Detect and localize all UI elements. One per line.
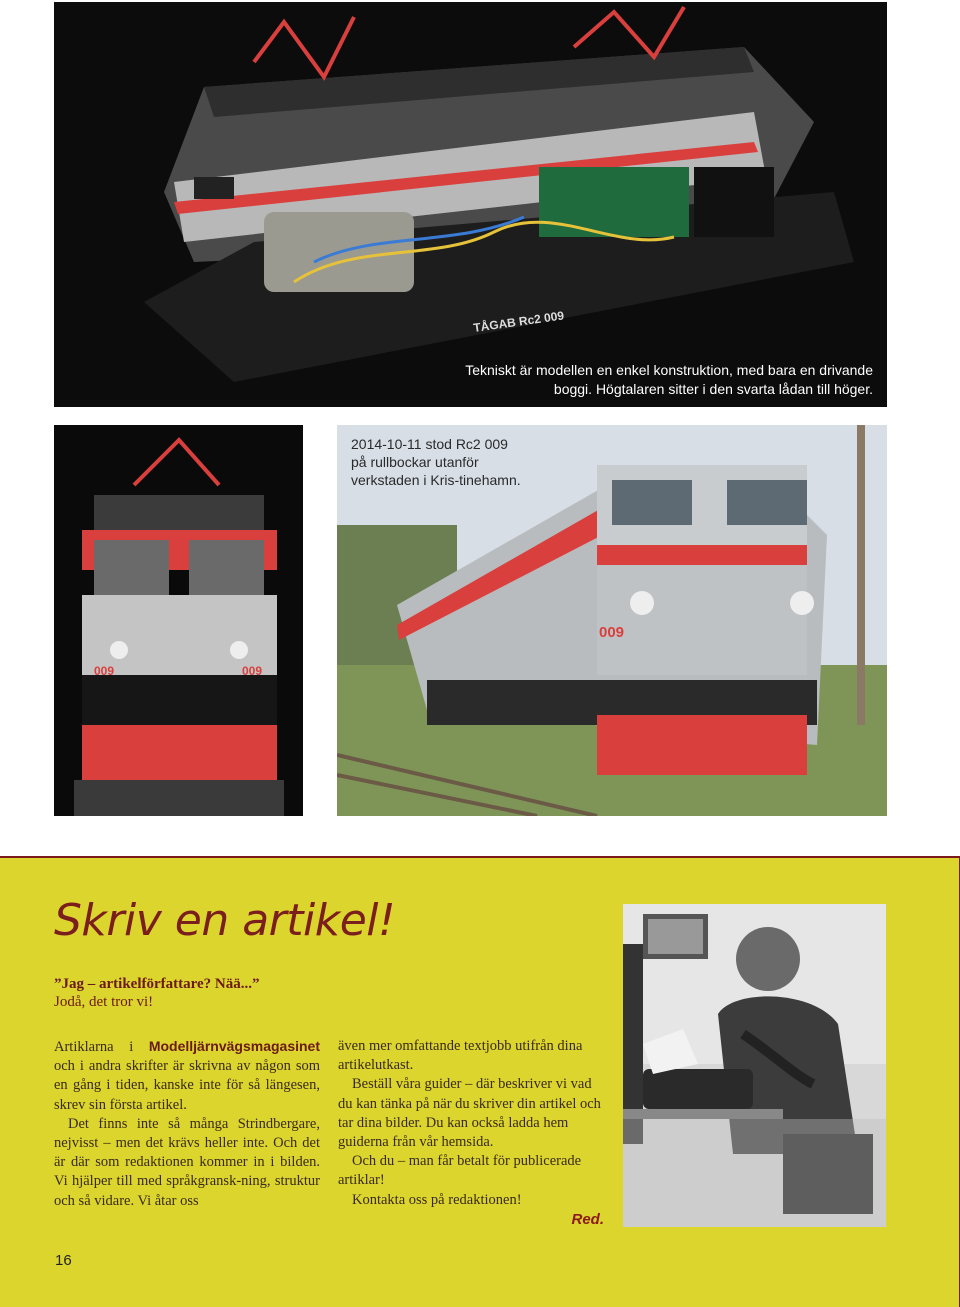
magazine-name: Modelljärnvägsmagasinet: [148, 1038, 320, 1054]
paragraph: Det finns inte så många Strindbergare, nejvisst – men det krävs heller inte. Och det är där som redaktionen kommer in i bilden. Vi hjälper till med språkgransk-ning, struktur och så vidare. Vi åtar oss: [54, 1115, 320, 1209]
article-column-1: [54, 1037, 320, 1211]
photo-caption: 2014-10-11 stod Rc2 009 på rullbockar utanför verkstaden i Kris-tinehamn.: [351, 436, 521, 488]
paragraph: även mer omfattande textjobb utifrån dina artikelutkast.: [338, 1038, 583, 1074]
paragraph: Beställ våra guider – där beskriver vi vad du kan tänka på när du skriver din artikel och tar dina bilder. Du kan också ladda hem guiderna från vår hemsida.: [338, 1076, 601, 1151]
photo-caption: Tekniskt är modellen en enkel konstruktion, med bara en drivande boggi. Högtalaren sitter i den svarta lådan till höger.: [465, 362, 873, 397]
page-number: 16: [55, 1252, 72, 1269]
signature: Red.: [571, 1211, 604, 1228]
text: Artiklarna i: [54, 1039, 149, 1055]
quote-line-2: Jodå, det tror vi!: [54, 994, 154, 1010]
article-headline: Skriv en artikel!: [54, 895, 396, 946]
article-column-2: [338, 1037, 604, 1210]
photo-man-typewriter: [623, 904, 886, 1227]
paragraph: Och du – man får betalt för publicerade artiklar!: [338, 1153, 582, 1189]
paragraph: Kontakta oss på redaktionen!: [352, 1191, 522, 1208]
paragraph: [54, 1037, 320, 1115]
model-label: TÅGAB Rc2 009: [472, 308, 565, 335]
loco-number-left: 009: [94, 664, 115, 678]
quote-line-1: ”Jag – artikelförfattare? Nää...”: [54, 976, 260, 992]
article-intro-quote: [54, 975, 260, 1011]
loco-number-right: 009: [242, 664, 263, 678]
photo-model-interior: [54, 2, 887, 407]
text: och i andra skrifter är skrivna av någon som en gång i tiden, kanske inte för så längesen, skrev sin första artikel.: [54, 1058, 320, 1113]
loco-number: 009: [599, 624, 625, 641]
photo-real-locomotive: [337, 425, 887, 816]
photo-model-front: [54, 425, 303, 816]
